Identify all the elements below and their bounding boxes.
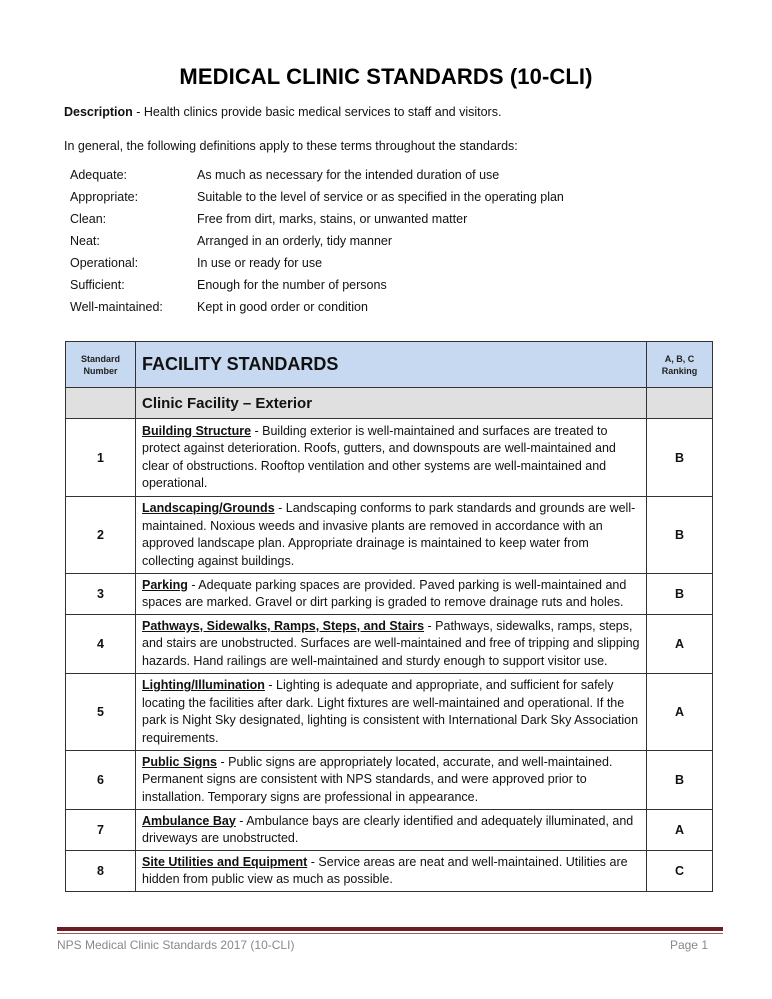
definition-term: Operational:	[70, 256, 139, 270]
definition-term: Clean:	[70, 212, 107, 226]
standard-ranking: B	[647, 419, 713, 497]
standard-label: Ambulance Bay	[142, 813, 236, 828]
section-number-cell	[66, 388, 136, 419]
standard-ranking: B	[647, 497, 713, 574]
definition-text: Enough for the number of persons	[197, 278, 387, 292]
description-text: - Health clinics provide basic medical services to staff and visitors.	[132, 105, 502, 119]
standard-number: 5	[66, 674, 136, 751]
table-row	[66, 574, 713, 615]
footer-rule-thick	[57, 927, 723, 931]
table-row	[66, 751, 713, 810]
standard-number: 1	[66, 419, 136, 497]
table-header-row	[66, 342, 713, 388]
table-row	[66, 497, 713, 574]
standard-number: 3	[66, 574, 136, 615]
definition-row	[70, 230, 564, 252]
standard-label: Pathways, Sidewalks, Ramps, Steps, and Stairs	[142, 618, 425, 633]
table-row	[66, 419, 713, 497]
standard-number: 7	[66, 810, 136, 851]
standard-text: - Pathways, sidewalks, ramps, steps, and stairs are unobstructed. Surfaces are well-maintained and free of tripping and slipping hazards. Hand railings are well-maintained and sturdy enough to support visitor use.	[142, 618, 640, 668]
definition-row	[70, 252, 564, 274]
standard-ranking: B	[647, 574, 713, 615]
standard-description	[136, 851, 647, 892]
standard-label: Lighting/Illumination	[142, 678, 265, 692]
definition-row	[70, 208, 564, 230]
standard-text: - Landscaping conforms to park standards and grounds are well-maintained. Noxious weeds and invasive plants are removed in accordance with an approved landscape plan. Appropriate drainage is maintained to keep water from collecting against buildings.	[142, 501, 636, 568]
standard-description	[136, 497, 647, 574]
section-title: Clinic Facility – Exterior	[136, 388, 647, 419]
definition-text: Free from dirt, marks, stains, or unwanted matter	[197, 212, 468, 226]
standard-label: Landscaping/Grounds	[142, 501, 275, 515]
standard-number: 2	[66, 497, 136, 574]
definitions-list	[70, 164, 564, 318]
table-row	[66, 851, 713, 892]
definition-text: Suitable to the level of service or as specified in the operating plan	[197, 190, 564, 204]
standard-description	[136, 674, 647, 751]
standard-text: - Ambulance bays are clearly identified and adequately illuminated, and driveways are unobstructed.	[142, 813, 634, 845]
definition-row	[70, 186, 564, 208]
description	[64, 105, 501, 119]
definition-term: Neat:	[70, 234, 100, 248]
standard-ranking: B	[647, 751, 713, 810]
standard-number: 4	[66, 615, 136, 674]
definition-row	[70, 164, 564, 186]
standard-ranking: A	[647, 810, 713, 851]
standard-text: - Service areas are neat and well-maintained. Utilities are hidden from public view as much as possible.	[142, 854, 628, 886]
definition-text: Kept in good order or condition	[197, 300, 368, 314]
standard-text: - Adequate parking spaces are provided. Paved parking is well-maintained and spaces are marked. Gravel or dirt parking is graded to remove drainage ruts and holes.	[142, 577, 627, 609]
standard-description	[136, 751, 647, 810]
standard-description	[136, 615, 647, 674]
footer-rule-thin	[57, 933, 723, 934]
facility-standards-table	[65, 341, 713, 892]
table-row	[66, 810, 713, 851]
definition-row	[70, 274, 564, 296]
standard-number: 8	[66, 851, 136, 892]
definitions-intro: In general, the following definitions apply to these terms throughout the standards:	[64, 139, 518, 153]
standard-ranking: A	[647, 674, 713, 751]
standard-description	[136, 419, 647, 497]
standard-number-header: Standard Number	[66, 342, 136, 388]
ranking-header: A, B, C Ranking	[647, 342, 713, 388]
standard-text: - Building exterior is well-maintained and surfaces are treated to protect against deterioration. Roofs, gutters, and downspouts are well-maintained and clear of obstructions. Rooftop ventilation and other systems are well-maintained and operational.	[142, 423, 616, 490]
page-title: MEDICAL CLINIC STANDARDS (10-CLI)	[179, 64, 593, 89]
standard-label: Public Signs	[142, 754, 218, 769]
standard-text: - Lighting is adequate and appropriate, and sufficient for safely locating the facilities after dark. Light fixtures are well-maintained and operational. If the park is Night Sky designated, lighting is consistent with International Dark Sky Association requirements.	[142, 678, 639, 745]
standard-ranking: A	[647, 615, 713, 674]
definition-term: Appropriate:	[70, 190, 139, 204]
section-header-row	[66, 388, 713, 419]
standard-ranking: C	[647, 851, 713, 892]
description-label: Description	[64, 105, 133, 119]
definition-term: Adequate:	[70, 168, 127, 182]
definition-term: Well-maintained:	[70, 300, 163, 314]
table-row	[66, 674, 713, 751]
definition-term: Sufficient:	[70, 278, 125, 292]
section-rank-cell	[647, 388, 713, 419]
standard-description	[136, 574, 647, 615]
standard-label: Parking	[142, 577, 188, 592]
definition-text: As much as necessary for the intended duration of use	[197, 168, 500, 182]
standard-number: 6	[66, 751, 136, 810]
definition-text: In use or ready for use	[197, 256, 323, 270]
footer-page-number: Page 1	[669, 938, 708, 952]
standard-label: Building Structure	[142, 423, 252, 438]
definition-row	[70, 296, 564, 318]
footer-document-name: NPS Medical Clinic Standards 2017 (10-CLI)	[57, 938, 295, 952]
standard-description	[136, 810, 647, 851]
standard-label: Site Utilities and Equipment	[142, 854, 308, 869]
definition-text: Arranged in an orderly, tidy manner	[197, 234, 393, 248]
facility-standards-header: FACILITY STANDARDS	[136, 342, 647, 388]
table-row	[66, 615, 713, 674]
standard-text: - Public signs are appropriately located, accurate, and well-maintained. Permanent signs are consistent with NPS standards, and were approved prior to installation. Temporary signs are professional in appearance.	[142, 754, 613, 804]
